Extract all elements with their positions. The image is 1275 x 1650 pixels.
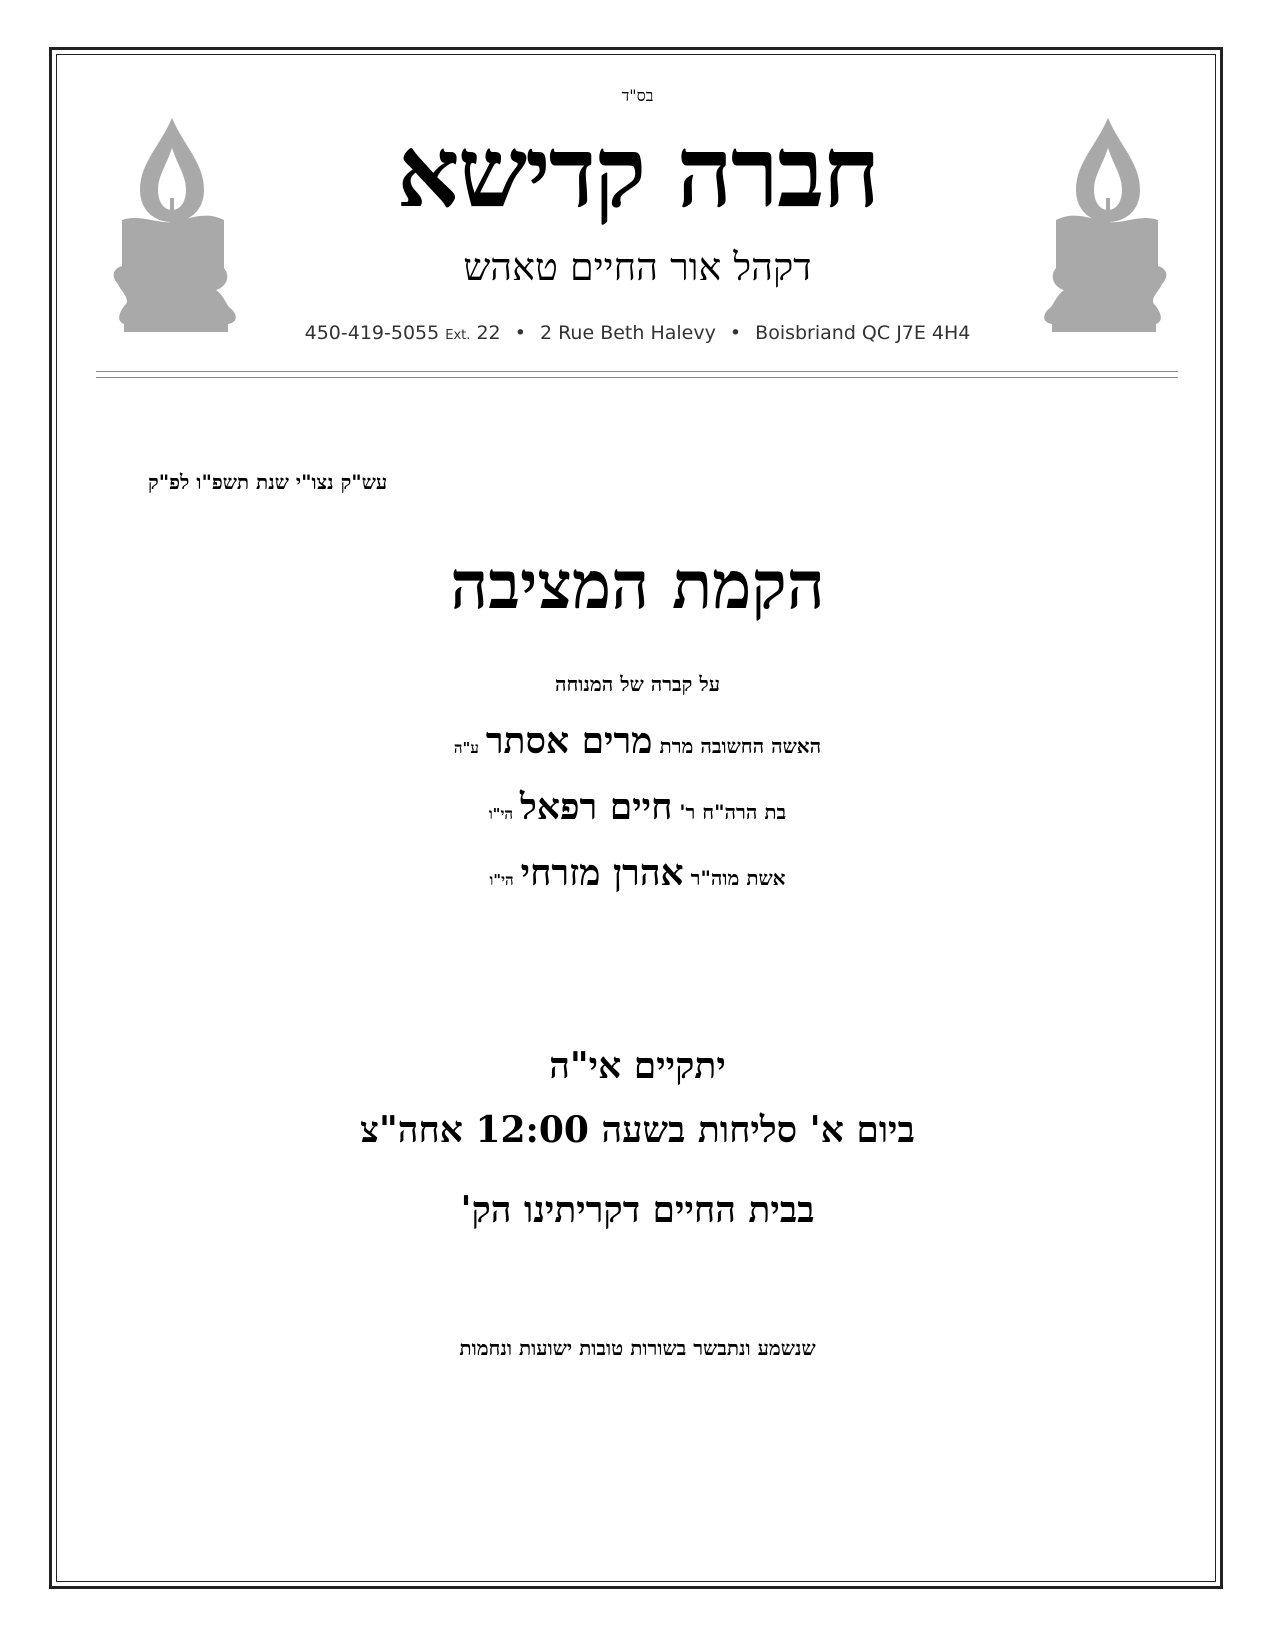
deceased-prefix: האשה החשובה מרת	[659, 734, 822, 758]
bsd-mark: בס"ד	[621, 86, 654, 105]
contact-line	[0, 322, 1275, 344]
notice-line-1: על קברה של המנוחה	[554, 672, 721, 696]
city-address: Boisbriand QC J7E 4H4	[755, 322, 971, 344]
ext-number: 22	[476, 322, 501, 344]
deceased-name: מרים אסתר	[485, 720, 653, 762]
ext-label: Ext.	[445, 328, 471, 343]
organization-title: חברה קדישא	[396, 115, 879, 230]
header-rule-top	[96, 371, 1178, 372]
street-address: 2 Rue Beth Halevy	[539, 322, 716, 344]
husband-prefix: אשת מוה"ר	[690, 866, 786, 890]
father-prefix: בת הרה"ח ר'	[679, 800, 787, 824]
event-line-3: בבית החיים דקריתינו הק'	[460, 1189, 815, 1231]
deceased-name-line	[0, 720, 1275, 762]
notice-title: הקמת המציבה	[450, 546, 825, 624]
phone-number: 450-419-5055	[304, 322, 440, 344]
organization-subtitle: דקהל אור החיים טאהש	[463, 245, 812, 289]
deceased-suffix: ע"ה	[453, 739, 479, 757]
header-rule-bottom	[96, 377, 1178, 378]
closing-blessing: שנשמע ונתבשר בשורות טובות ישועות ונחמות	[459, 1336, 816, 1360]
event-line-1: יתקיים אי"ה	[549, 1045, 726, 1087]
husband-suffix: הי"ו	[489, 871, 514, 889]
separator-dot: •	[729, 322, 742, 344]
father-name-line	[0, 786, 1275, 828]
father-suffix: הי"ו	[488, 805, 514, 823]
husband-name: אהרן מזרחי	[520, 852, 684, 894]
hebrew-date: עש"ק נצו"י שנת תשפ"ו לפ"ק	[148, 470, 388, 494]
husband-name-line	[0, 852, 1275, 894]
event-line-2: ביום א' סליחות בשעה 12:00 אחה"צ	[360, 1109, 915, 1151]
father-name: חיים רפאל	[520, 786, 673, 828]
separator-dot: •	[514, 322, 526, 344]
